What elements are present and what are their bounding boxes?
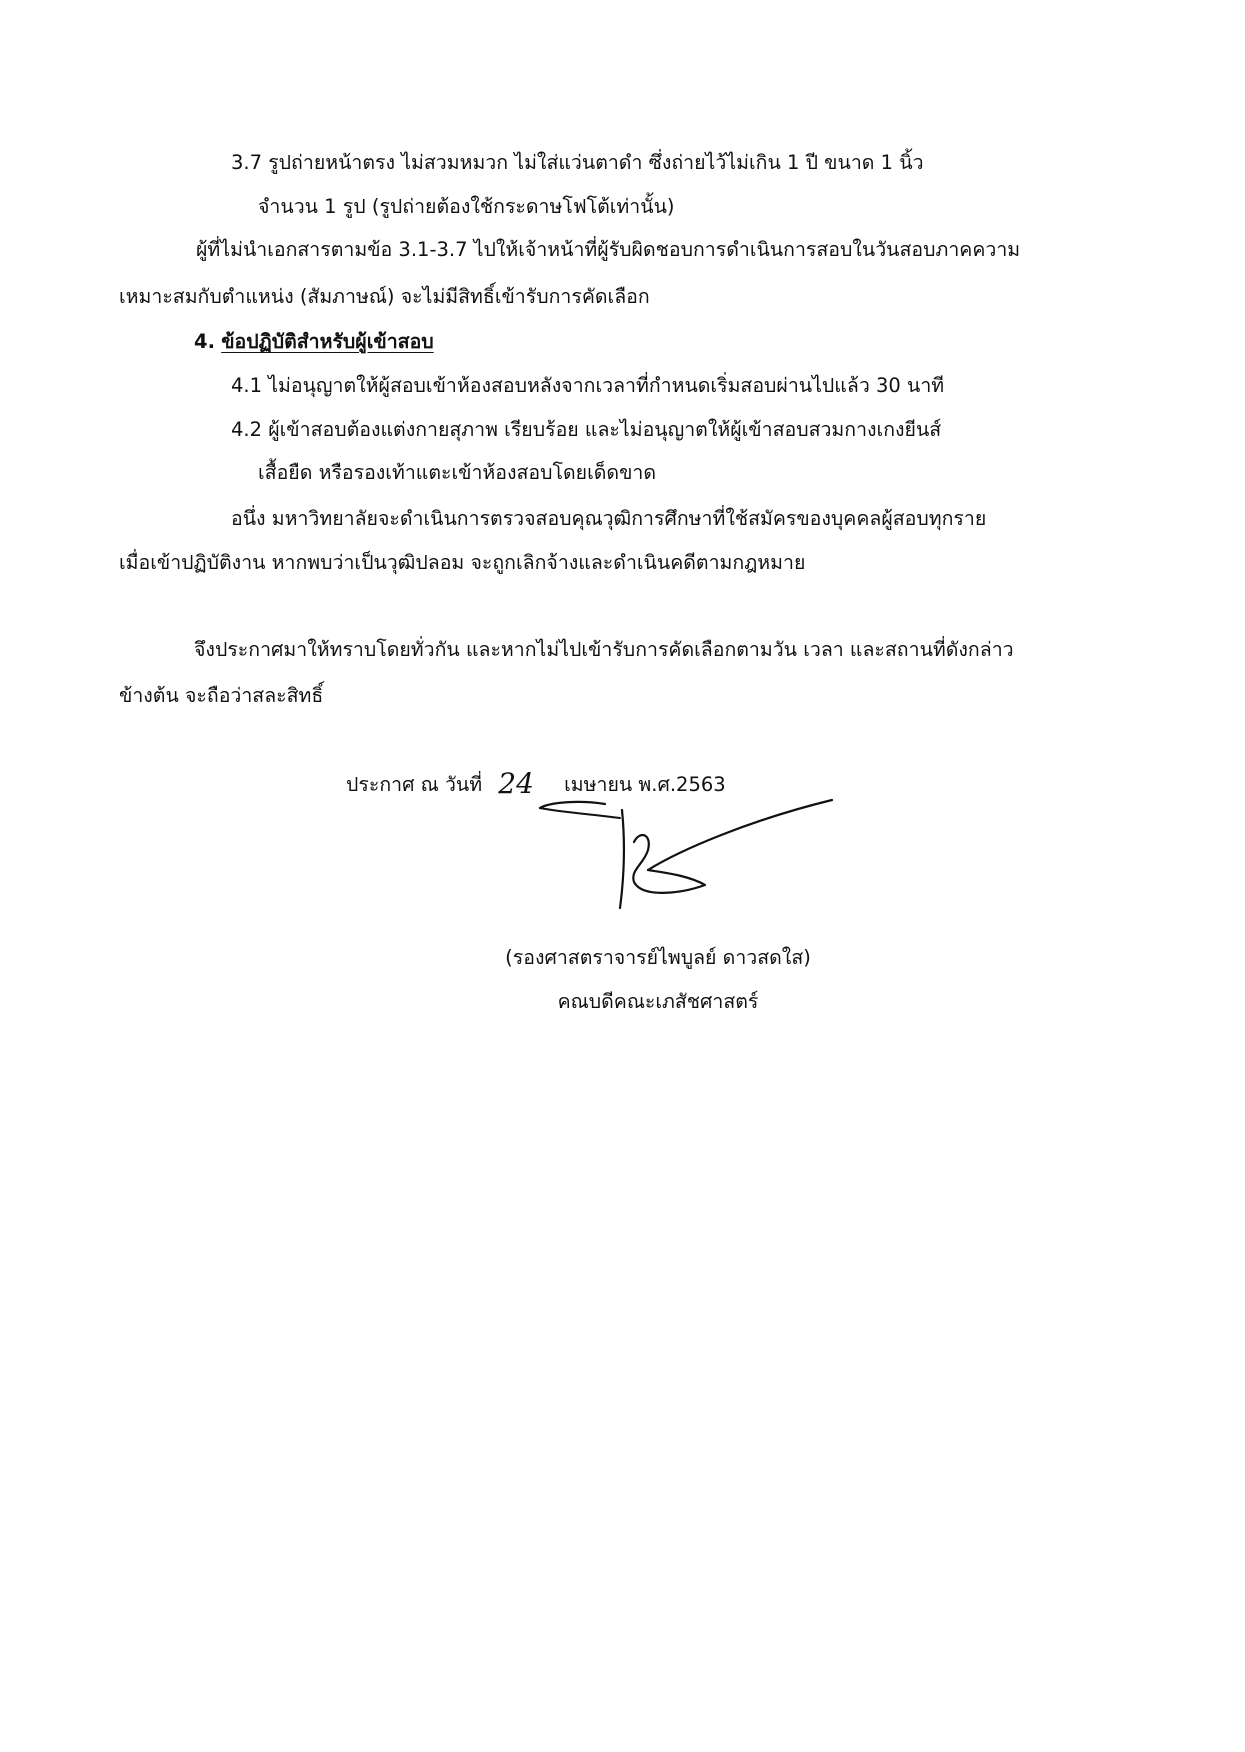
closing-line-1: จึงประกาศมาให้ทราบโดยทั่วกัน และหากไม่ไปเข้ารับการคัดเลือกตามวัน เวลา และสถานที่ดังกล่าว [194, 638, 1014, 661]
item-4-1: 4.1 ไม่อนุญาตให้ผู้สอบเข้าห้องสอบหลังจากเวลาที่กำหนดเริ่มสอบผ่านไปแล้ว 30 นาที [231, 374, 945, 397]
date-day: 24 [498, 767, 534, 800]
closing-line-2: ข้างต้น จะถือว่าสละสิทธิ์ [119, 684, 324, 707]
item-3-7-line-2: จำนวน 1 รูป (รูปถ่ายต้องใช้กระดาษโฟโต้เท่านั้น) [258, 195, 675, 218]
handwritten-signature [530, 790, 850, 930]
signatory-name: (รองศาสตราจารย์ไพบูลย์ ดาวสดใส) [505, 946, 811, 969]
signatory-position: คณบดีคณะเภสัชศาสตร์ [557, 990, 759, 1013]
verification-line-1: อนึ่ง มหาวิทยาลัยจะดำเนินการตรวจสอบคุณวุฒิการศึกษาที่ใช้สมัครของบุคคลผู้สอบทุกราย [231, 507, 987, 530]
item-4-2-line-1: 4.2 ผู้เข้าสอบต้องแต่งกายสุภาพ เรียบร้อย และไม่อนุญาตให้ผู้เข้าสอบสวมกางเกงยีนส์ [231, 418, 942, 441]
section-4-title: ข้อปฏิบัติสำหรับผู้เข้าสอบ [221, 330, 434, 353]
section-4-number: 4. [194, 330, 215, 353]
notice-line-2: เหมาะสมกับตำแหน่ง (สัมภาษณ์) จะไม่มีสิทธิ์เข้ารับการคัดเลือก [119, 285, 650, 308]
section-4-heading [194, 328, 434, 356]
item-3-7-line-1: 3.7 รูปถ่ายหน้าตรง ไม่สวมหมวก ไม่ใส่แว่นตาดำ ซึ่งถ่ายไว้ไม่เกิน 1 ปี ขนาด 1 นิ้ว [231, 151, 924, 174]
date-prefix: ประกาศ ณ วันที่ [346, 773, 483, 796]
notice-line-1: ผู้ที่ไม่นำเอกสารตามข้อ 3.1-3.7 ไปให้เจ้าหน้าที่ผู้รับผิดชอบการดำเนินการสอบในวันสอบภาคความ [196, 238, 1021, 261]
date-month-year: เมษายน พ.ศ.2563 [564, 773, 726, 796]
verification-line-2: เมื่อเข้าปฏิบัติงาน หากพบว่าเป็นวุฒิปลอม จะถูกเลิกจ้างและดำเนินคดีตามกฎหมาย [119, 551, 806, 574]
item-4-2-line-2: เสื้อยืด หรือรองเท้าแตะเข้าห้องสอบโดยเด็ดขาด [258, 461, 657, 484]
